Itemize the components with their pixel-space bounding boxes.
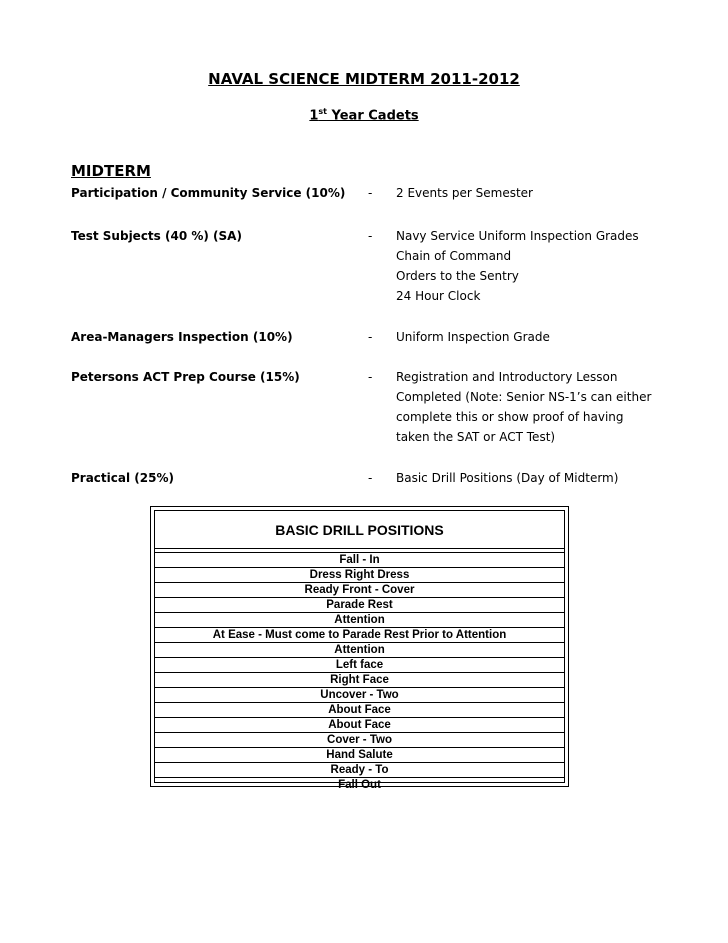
grading-row-dash: - (368, 471, 373, 485)
description-line: taken the SAT or ACT Test) (396, 430, 556, 444)
document-subtitle (0, 107, 728, 123)
grading-row-label: Petersons ACT Prep Course (15%) (71, 370, 300, 384)
drill-table-row: Left face (155, 658, 564, 673)
grading-row-description (396, 367, 651, 447)
description-line: Basic Drill Positions (Day of Midterm) (396, 471, 619, 485)
description-line: complete this or show proof of having (396, 410, 624, 424)
grading-row-dash: - (368, 229, 373, 243)
drill-table-row: Hand Salute (155, 748, 564, 763)
grading-row-label: Test Subjects (40 %) (SA) (71, 229, 242, 243)
drill-table-row: Dress Right Dress (155, 568, 564, 583)
subtitle-text: Year Cadets (326, 108, 419, 124)
grading-row-dash: - (368, 370, 373, 384)
description-line: Chain of Command (396, 249, 512, 263)
drill-table-row: About Face (155, 703, 564, 718)
drill-table-row: Right Face (155, 673, 564, 688)
drill-table-header: BASIC DRILL POSITIONS (155, 511, 564, 549)
drill-table-row: Attention (155, 643, 564, 658)
drill-table-row: Ready Front - Cover (155, 583, 564, 598)
drill-table-row: Fall Out (338, 779, 381, 791)
description-line: Navy Service Uniform Inspection Grades (396, 229, 639, 243)
subtitle-ordinal: 1 (309, 108, 319, 124)
drill-table-row: Uncover - Two (155, 688, 564, 703)
grading-row-dash: - (368, 330, 373, 344)
description-line: 24 Hour Clock (396, 289, 481, 303)
document-title: NAVAL SCIENCE MIDTERM 2011-2012 (208, 70, 520, 88)
drill-positions-table (150, 506, 569, 791)
drill-table-body (154, 510, 565, 791)
grading-row-description (396, 183, 533, 203)
grading-row-label: Participation / Community Service (10%) (71, 186, 346, 200)
drill-table-row: At Ease - Must come to Parade Rest Prior to Attention (155, 628, 564, 643)
drill-table-row: Attention (155, 613, 564, 628)
drill-table-row: About Face (155, 718, 564, 733)
section-heading-midterm: MIDTERM (71, 162, 151, 180)
drill-table-row: Parade Rest (155, 598, 564, 613)
drill-table-row: Ready - To (155, 763, 564, 778)
grading-row-label: Area-Managers Inspection (10%) (71, 330, 293, 344)
description-line: 2 Events per Semester (396, 186, 533, 200)
grading-row-description (396, 468, 618, 488)
subtitle-ordinal-suffix: st (318, 107, 327, 116)
grading-row-description (396, 226, 639, 306)
grading-row-dash: - (368, 186, 373, 200)
drill-table-row: Cover - Two (155, 733, 564, 748)
description-line: Orders to the Sentry (396, 269, 519, 283)
grading-row-label: Practical (25%) (71, 471, 174, 485)
grading-row-description (396, 327, 550, 347)
description-line: Registration and Introductory Lesson (396, 370, 618, 384)
drill-table-row: Fall - In (155, 553, 564, 568)
description-line: Completed (Note: Senior NS-1’s can either (396, 390, 652, 404)
description-line: Uniform Inspection Grade (396, 330, 550, 344)
